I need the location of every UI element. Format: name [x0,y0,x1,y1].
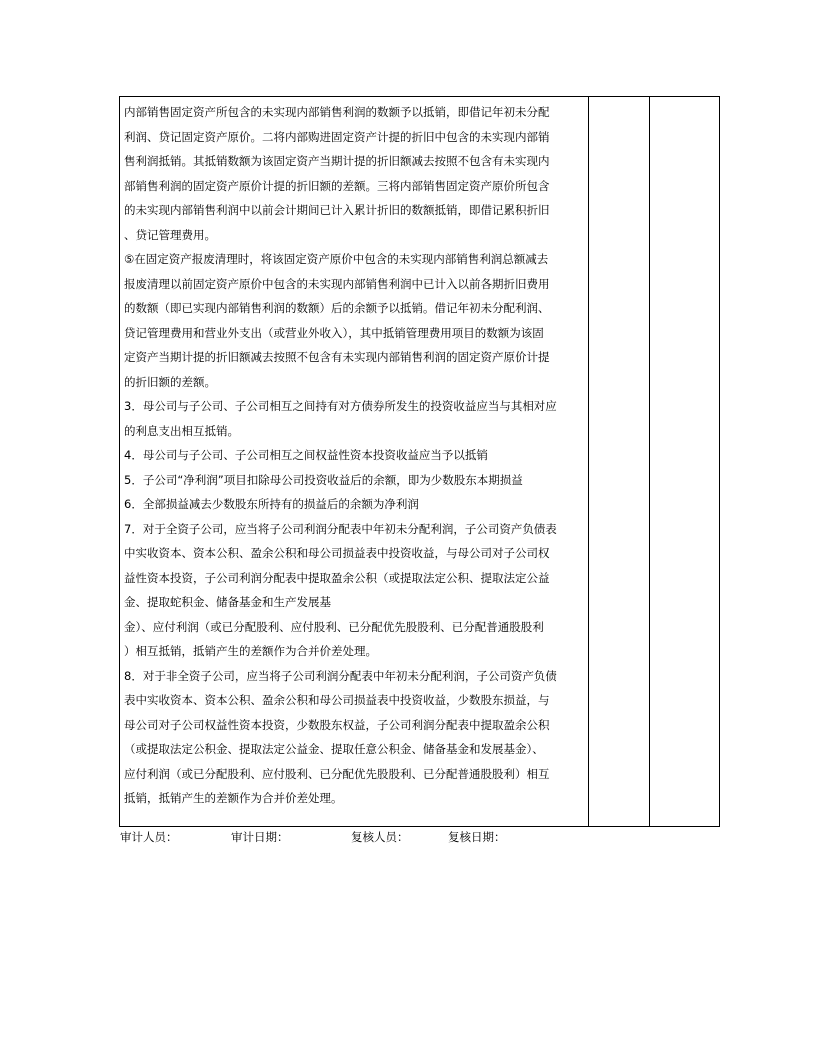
text-line: 的利息支出相互抵销。 [124,423,239,438]
text-line: 售利润抵销。其抵销数额为该固定资产当期计提的折旧额减去按照不包含有未实现内 [124,154,550,168]
text-line: 金）、应付利润（或已分配股利、应付股利、已分配优先股股利、已分配普通股股利 [124,619,544,634]
text-line: 金、提取蛇积金、储备基金和生产发展基 [124,595,331,609]
text-line: 表中实收资本、资本公积、盈余公积和母公司损益表中投资收益，少数股东损益，与 [124,693,550,707]
text-line: ）相互抵销，抵销产生的差额作为合并价差处理。 [124,644,377,658]
review-date-label: 复核日期： [448,830,506,844]
text-line: 母公司对子公司权益性资本投资，少数股东权益，子公司利润分配表中提取盈余公积 [124,717,550,732]
text-line: 中实收资本、资本公积、盈余公积和母公司损益表中投资收益，与母公司对子公司权 [124,546,550,560]
text-line: 7．对于全资子公司，应当将子公司利润分配表中年初未分配利润，子公司资产负债表 [124,521,557,536]
document-table [119,96,720,827]
table-content-cell [124,100,586,811]
reviewer-label: 复核人员： [351,830,409,844]
text-line: （或提取法定公积金、提取法定公益金、提取任意公积金、储备基金和发展基金）、 [124,742,544,756]
text-line: 6．全部损益减去少数股东所持有的损益后的余额为净利润 [124,497,419,511]
text-line: 4．母公司与子公司、子公司相互之间权益性资本投资收益应当予以抵销 [124,448,488,462]
text-line: 定资产当期计提的折旧额减去按照不包含有未实现内部销售利润的固定资产原价计提 [124,350,550,364]
audit-date-label: 审计日期： [231,830,289,844]
text-line: 报废清理以前固定资产原价中包含的未实现内部销售利润中已计入以前各期折旧费用 [124,276,550,291]
text-line: 8．对于非全资子公司，应当将子公司利润分配表中年初未分配利润，子公司资产负债 [124,668,557,683]
text-line: 部销售利润的固定资产原价计提的折旧额的差额。三将内部销售固定资产原价所包含 [124,178,550,193]
text-line: 贷记管理费用和营业外支出（或营业外收入），其中抵销管理费用项目的数额为该固 [124,325,544,340]
text-line: 3．母公司与子公司、子公司相互之间持有对方债券所发生的投资收益应当与其相对应 [124,399,557,413]
column-divider [649,97,650,826]
text-line: 应付利润（或已分配股利、应付股利、已分配优先股股利、已分配普通股股利）相互 [124,766,550,781]
auditor-label: 审计人员： [120,830,178,844]
text-line: 的未实现内部销售利润中以前会计期间已计入累计折旧的数额抵销，即借记累积折旧 [124,203,550,217]
text-line: 、贷记管理费用。 [124,227,216,242]
text-line: 益性资本投资，子公司利润分配表中提取盈余公积（或提取法定公积、提取法定公益 [124,570,550,585]
text-line: 利润、贷记固定资产原价。二将内部购进固定资产计提的折旧中包含的未实现内部销 [124,129,550,144]
column-divider [588,97,589,826]
text-line: ⑤在固定资产报废清理时，将该固定资产原价中包含的未实现内部销售利润总额减去 [124,252,549,266]
text-line: 内部销售固定资产所包含的未实现内部销售利润的数额予以抵销，即借记年初未分配 [124,105,550,119]
text-line: 的数额（即已实现内部销售利润的数额）后的余额予以抵销。借记年初未分配利润、 [124,301,550,315]
text-line: 的折旧额的差额。 [124,374,216,389]
text-line: 抵销，抵销产生的差额作为合并价差处理。 [124,791,343,805]
text-line: 5．子公司“净利润”项目扣除母公司投资收益后的余额，即为少数股东本期损益 [124,472,523,487]
